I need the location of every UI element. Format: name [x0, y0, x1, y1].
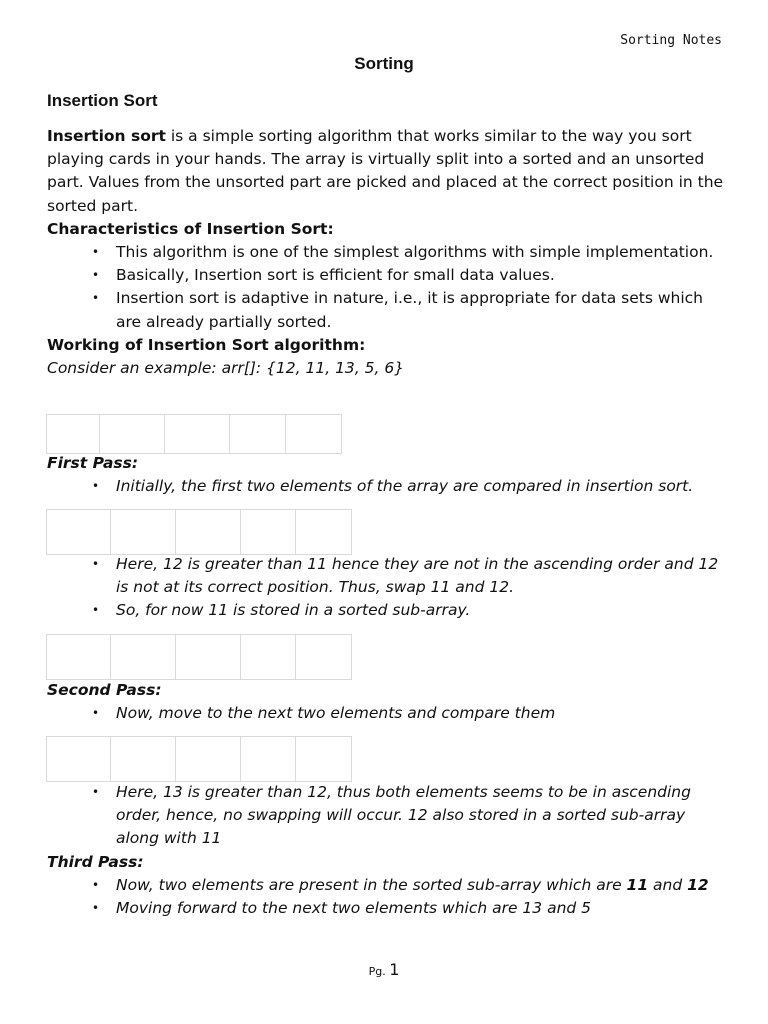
characteristics-list	[47, 241, 727, 334]
first-pass-block	[47, 452, 727, 498]
array-cell	[296, 510, 351, 554]
page-title: Sorting	[354, 54, 414, 73]
array-cell	[241, 635, 296, 679]
array-cell	[47, 635, 111, 679]
second-pass-detail-list	[47, 781, 727, 851]
characteristics-heading: Characteristics of Insertion Sort:	[47, 219, 334, 238]
third-pass-heading: Third Pass:	[47, 852, 144, 871]
intro-text: is a simple sorting algorithm that works similar to the way you sort playing cards in your hands. The array is virtually split into a sorted and an unsorted part. Values from the unsorted part are picked and placed at the correct position in the sorted part.	[47, 127, 724, 215]
value-11: 11	[626, 875, 649, 894]
array-diagram-sorted-subarray	[46, 634, 352, 680]
first-pass-list	[47, 475, 727, 498]
running-header: Sorting Notes	[620, 33, 722, 48]
value-12: 12	[687, 875, 709, 894]
first-pass-detail-list	[47, 553, 727, 623]
intro-block	[47, 125, 727, 380]
array-cell	[111, 635, 176, 679]
array-diagram-first-pass	[46, 509, 352, 555]
array-cell	[230, 415, 286, 453]
array-cell	[296, 635, 351, 679]
example-line: Consider an example: arr[]: {12, 11, 13, 5, 6}	[47, 359, 405, 378]
array-cell	[176, 510, 241, 554]
array-cell	[241, 510, 296, 554]
second-pass-heading: Second Pass:	[47, 681, 162, 699]
array-cell	[47, 737, 111, 781]
array-cell	[47, 415, 100, 453]
list-item: • Moving forward to the next two elements which are 13 and 5	[47, 897, 727, 920]
intro-paragraph	[47, 125, 727, 218]
second-pass-list	[47, 702, 727, 725]
array-diagram-second-pass	[46, 736, 352, 782]
array-cell	[100, 415, 165, 453]
list-item: • Here, 12 is greater than 11 hence they are not in the ascending order and 12 is not at its correct position. Thus, swap 11 and 12.	[47, 553, 727, 599]
first-pass-heading: First Pass:	[47, 454, 139, 472]
intro-term: Insertion sort	[47, 127, 166, 145]
conjunction: and	[648, 875, 688, 894]
array-cell	[241, 737, 296, 781]
list-item	[47, 874, 727, 897]
array-cell	[111, 510, 176, 554]
first-pass-details	[47, 553, 727, 623]
list-item: • Now, move to the next two elements and compare them	[47, 702, 727, 725]
page-footer	[0, 960, 768, 979]
array-cell	[165, 415, 230, 453]
array-cell	[111, 737, 176, 781]
second-pass-details	[47, 781, 727, 920]
third-pass-list	[47, 874, 727, 920]
second-pass-block	[47, 679, 727, 725]
array-cell	[296, 737, 351, 781]
list-item: • This algorithm is one of the simplest algorithms with simple implementation.	[47, 241, 727, 264]
array-cell	[286, 415, 341, 453]
third-pass-text: Now, two elements are present in the sorted sub-array which are	[116, 875, 627, 894]
list-item: • Here, 13 is greater than 12, thus both elements seems to be in ascending order, hence, no swapping will occur. 12 also stored in a sorted sub-array along with 11	[47, 781, 727, 851]
section-heading: Insertion Sort	[47, 91, 158, 110]
page-number: 1	[389, 960, 400, 979]
list-item: • Basically, Insertion sort is efficient for small data values.	[47, 264, 727, 287]
list-item: • Insertion sort is adaptive in nature, i.e., it is appropriate for data sets which are already partially sorted.	[47, 287, 727, 333]
array-cell	[176, 737, 241, 781]
array-cell	[176, 635, 241, 679]
list-item: • So, for now 11 is stored in a sorted sub-array.	[47, 599, 727, 622]
array-diagram-initial	[46, 414, 342, 454]
array-cell	[47, 510, 111, 554]
working-heading: Working of Insertion Sort algorithm:	[47, 335, 366, 354]
page-prefix: Pg.	[368, 965, 386, 978]
list-item: • Initially, the first two elements of the array are compared in insertion sort.	[47, 475, 727, 498]
